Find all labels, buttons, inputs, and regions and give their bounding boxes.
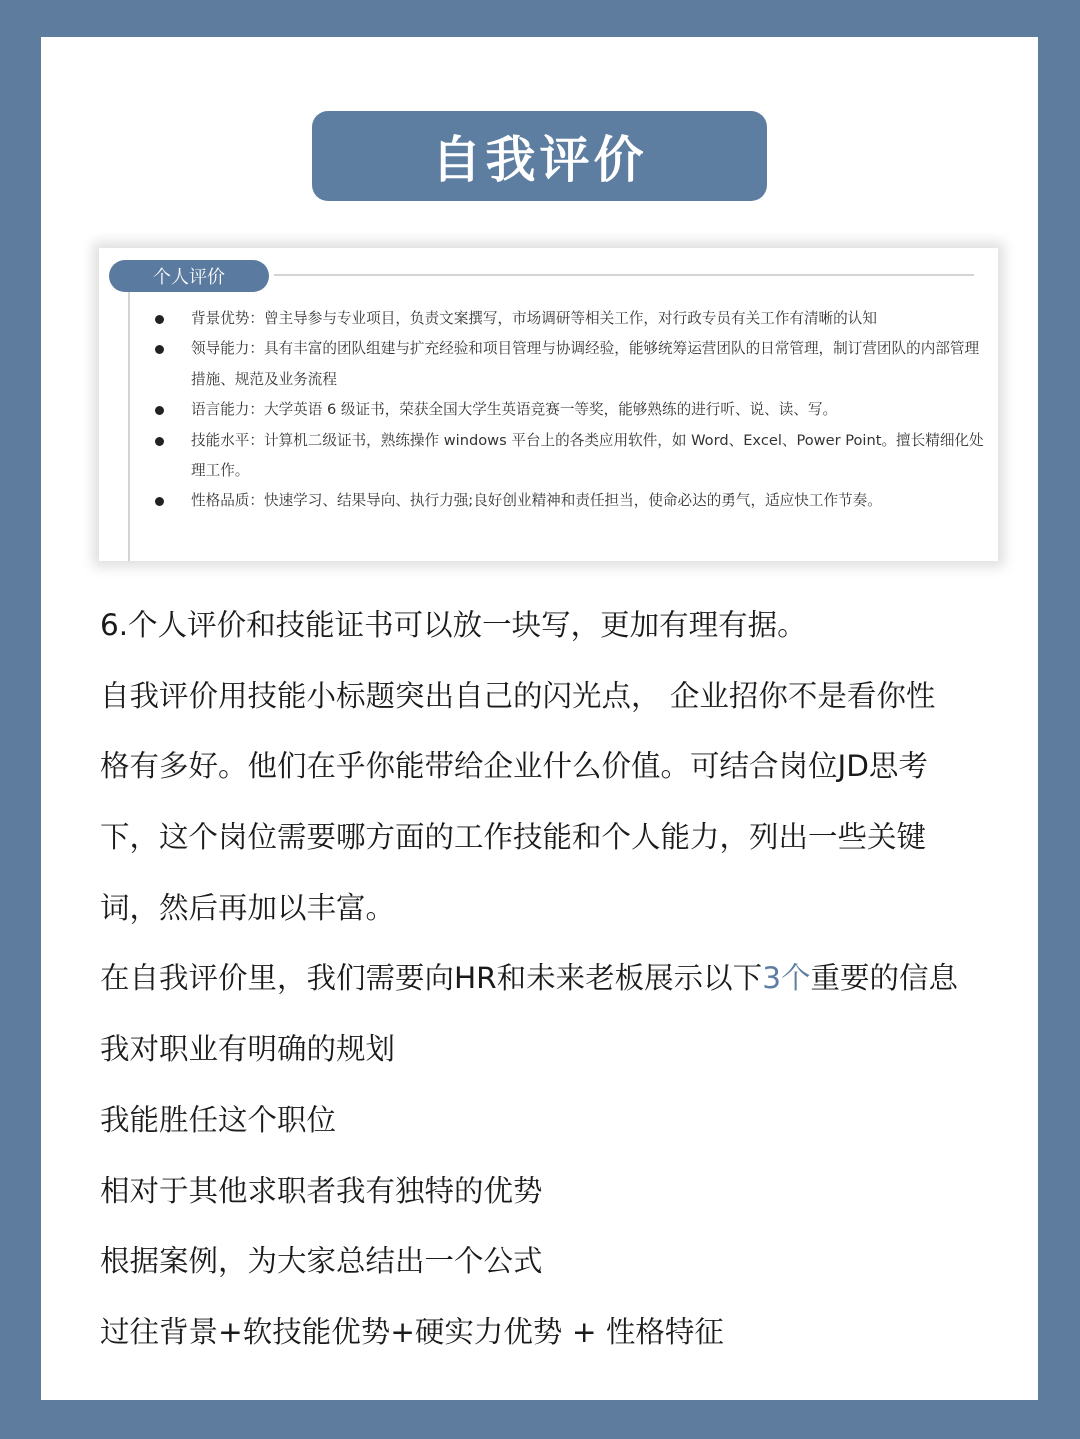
- resume-item-text: 领导能力：具有丰富的团队组建与扩充经验和项目管理与协调经验，能够统筹运营团队的日常管理，制订营团队的内部管理措施、规范及业务流程: [191, 340, 980, 388]
- resume-item-text: 背景优势：曾主导参与专业项目，负责文案撰写，市场调研等相关工作，对行政专员有关工作有清晰的认知: [191, 310, 877, 327]
- resume-list: [149, 304, 984, 517]
- resume-section-tag: 个人评价: [109, 260, 269, 292]
- resume-item-leadership: [149, 334, 984, 395]
- resume-item-character: [149, 486, 984, 516]
- bullet-icon: [155, 406, 164, 415]
- intro-text-end: 重要的信息: [810, 961, 958, 996]
- point-2: 我能胜任这个职位: [100, 1102, 337, 1137]
- highlight-count: 3个: [762, 961, 811, 996]
- content-card: [41, 37, 1038, 1400]
- paragraph-line: 自我评价用技能小标题突出自己的闪光点， 企业招你不是看你性: [100, 678, 936, 713]
- bullet-icon: [155, 315, 164, 324]
- resume-item-text: 技能水平：计算机二级证书，熟练操作 windows 平台上的各类应用软件，如 Word、Excel、Power Point。擅长精细化处理工作。: [191, 431, 984, 480]
- resume-item-text: 语言能力：大学英语 6 级证书，荣获全国大学生英语竞赛一等奖，能够熟练的进行听、说、读、写。: [191, 401, 838, 419]
- paragraph-line: 下，这个岗位需要哪方面的工作技能和个人能力，列出一些关键: [100, 820, 927, 855]
- resume-item-text: 性格品质：快速学习、结果导向、执行力强;良好创业精神和责任担当，使命必达的勇气，适应快工作节奏。: [191, 492, 882, 510]
- page-title: 自我评价: [431, 131, 648, 189]
- resume-item-background: [149, 304, 984, 334]
- title-banner: [312, 111, 767, 201]
- paragraph-line: 格有多好。他们在乎你能带给企业什么价值。可结合岗位JD思考: [100, 749, 928, 784]
- intro-text: 在自我评价里，我们需要向HR和未来老板展示以下: [100, 961, 763, 996]
- resume-sample: [99, 248, 998, 561]
- paragraph-line: 词，然后再加以丰富。: [100, 890, 396, 925]
- article-body: [100, 595, 1035, 1373]
- point-1: 我对职业有明确的规划: [100, 1032, 396, 1067]
- section-divider: [274, 274, 974, 276]
- bullet-icon: [155, 497, 164, 506]
- summary-line: 根据案例，为大家总结出一个公式: [100, 1244, 543, 1279]
- paragraph-tip: 6.个人评价和技能证书可以放一块写，更加有理有据。: [100, 608, 807, 642]
- formula: 过往背景+软技能优势+硬实力优势 + 性格特征: [100, 1314, 724, 1349]
- timeline-line: [128, 292, 130, 561]
- resume-item-skills: [149, 426, 984, 487]
- point-3: 相对于其他求职者我有独特的优势: [100, 1173, 543, 1208]
- paragraph-intro: [100, 948, 1035, 1019]
- resume-item-language: [149, 395, 984, 425]
- bullet-icon: [155, 345, 164, 354]
- bullet-icon: [155, 437, 164, 446]
